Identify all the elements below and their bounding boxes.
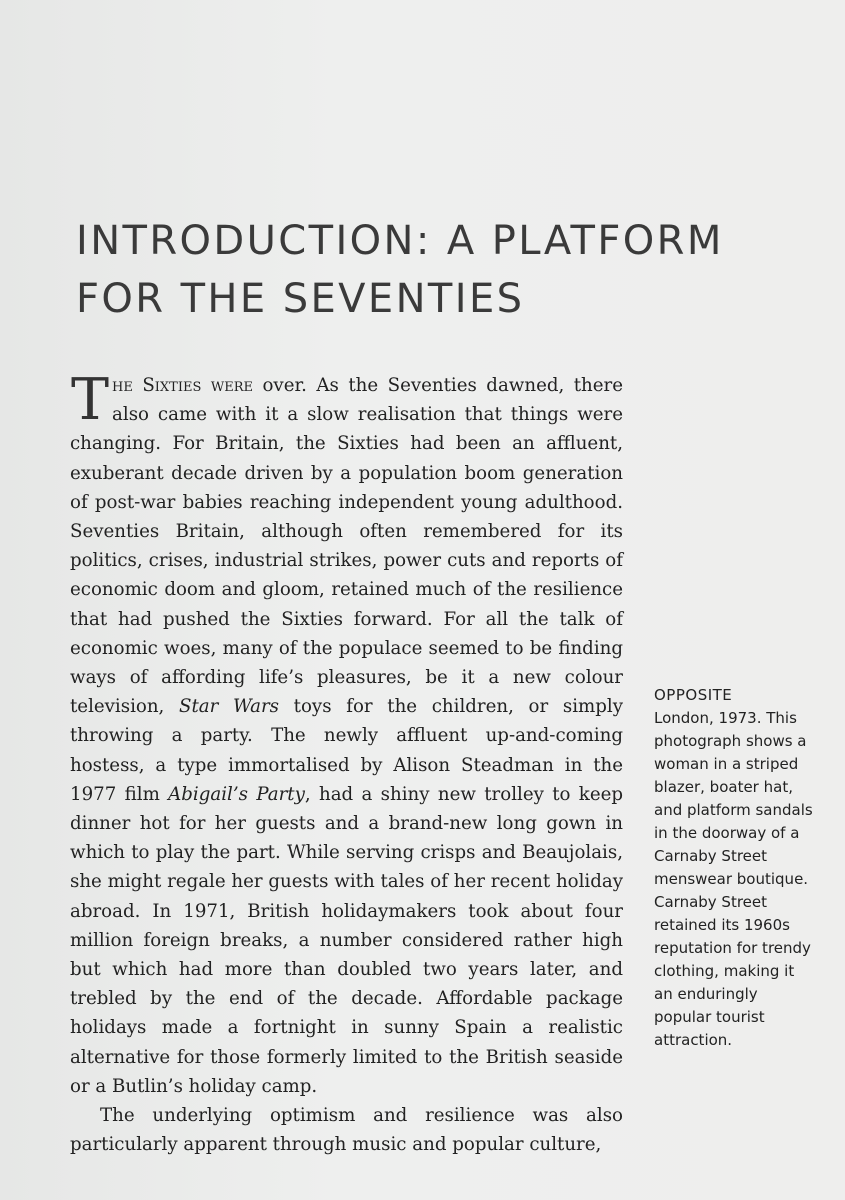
paragraph-1-text-a: over. As the Seventies dawned, there also came with it a slow realisation that things were changing. For Britain, the Sixties had been an affluent, exuberant decade driven by a population boom generation of post-war babies reaching independent young adulthood. Seventies Britain, although often remembered for its politics, crises, industrial strikes, power cuts and reports of economic doom and gloom, retained much of the resilience that had pushed the Sixties forward. For all the talk of economic woes, many of the populace seemed to be finding ways of affording life’s pleasures, be it a new colour television, [70,375,623,718]
paragraph-1 [70,367,623,1101]
paragraph-1-text-b: toys for the children, or simply throwing a party. The newly affluent up-and-coming hostess, a type immortalised by Alison Steadman in the 1977 film [70,696,623,805]
italic-title-star-wars: Star Wars [179,696,279,718]
photo-caption [654,684,814,1052]
paragraph-2: The underlying optimism and resilience was also particularly apparent through music and popular culture, [70,1105,623,1156]
chapter-heading [76,212,836,328]
caption-heading: OPPOSITE [654,686,733,704]
lead-in-small-caps: he Sixties were [112,375,253,396]
paragraph-1-text-c: , had a shiny new trolley to keep dinner hot for her guests and a brand-new long gown in which to play the part. While serving crisps and Beaujolais, she might regale her guests with tales of her recent holiday abroad. In 1971, British holidaymakers took about four million foreign breaks, a number considered rather high but which had more than doubled two years later, and trebled by the end of the decade. Affordable package holidays made a fortnight in sunny Spain a realistic alternative for those formerly limited to the British seaside or a Butlin’s holiday camp. [70,783,623,1097]
drop-cap: T [71,367,110,433]
body-text [70,367,623,1159]
chapter-heading-line-1: INTRODUCTION: A PLATFORM [76,218,724,264]
italic-title-abigails-party: Abigail’s Party [168,783,305,805]
caption-text: London, 1973. This photograph shows a woman in a striped blazer, boater hat, and platform sandals in the doorway of a Carnaby Street menswear boutique. Carnaby Street retained its 1960s reputation for trendy clothing, making it an enduringly popular tourist attraction. [654,709,813,1049]
chapter-heading-line-2: FOR THE SEVENTIES [76,276,525,322]
